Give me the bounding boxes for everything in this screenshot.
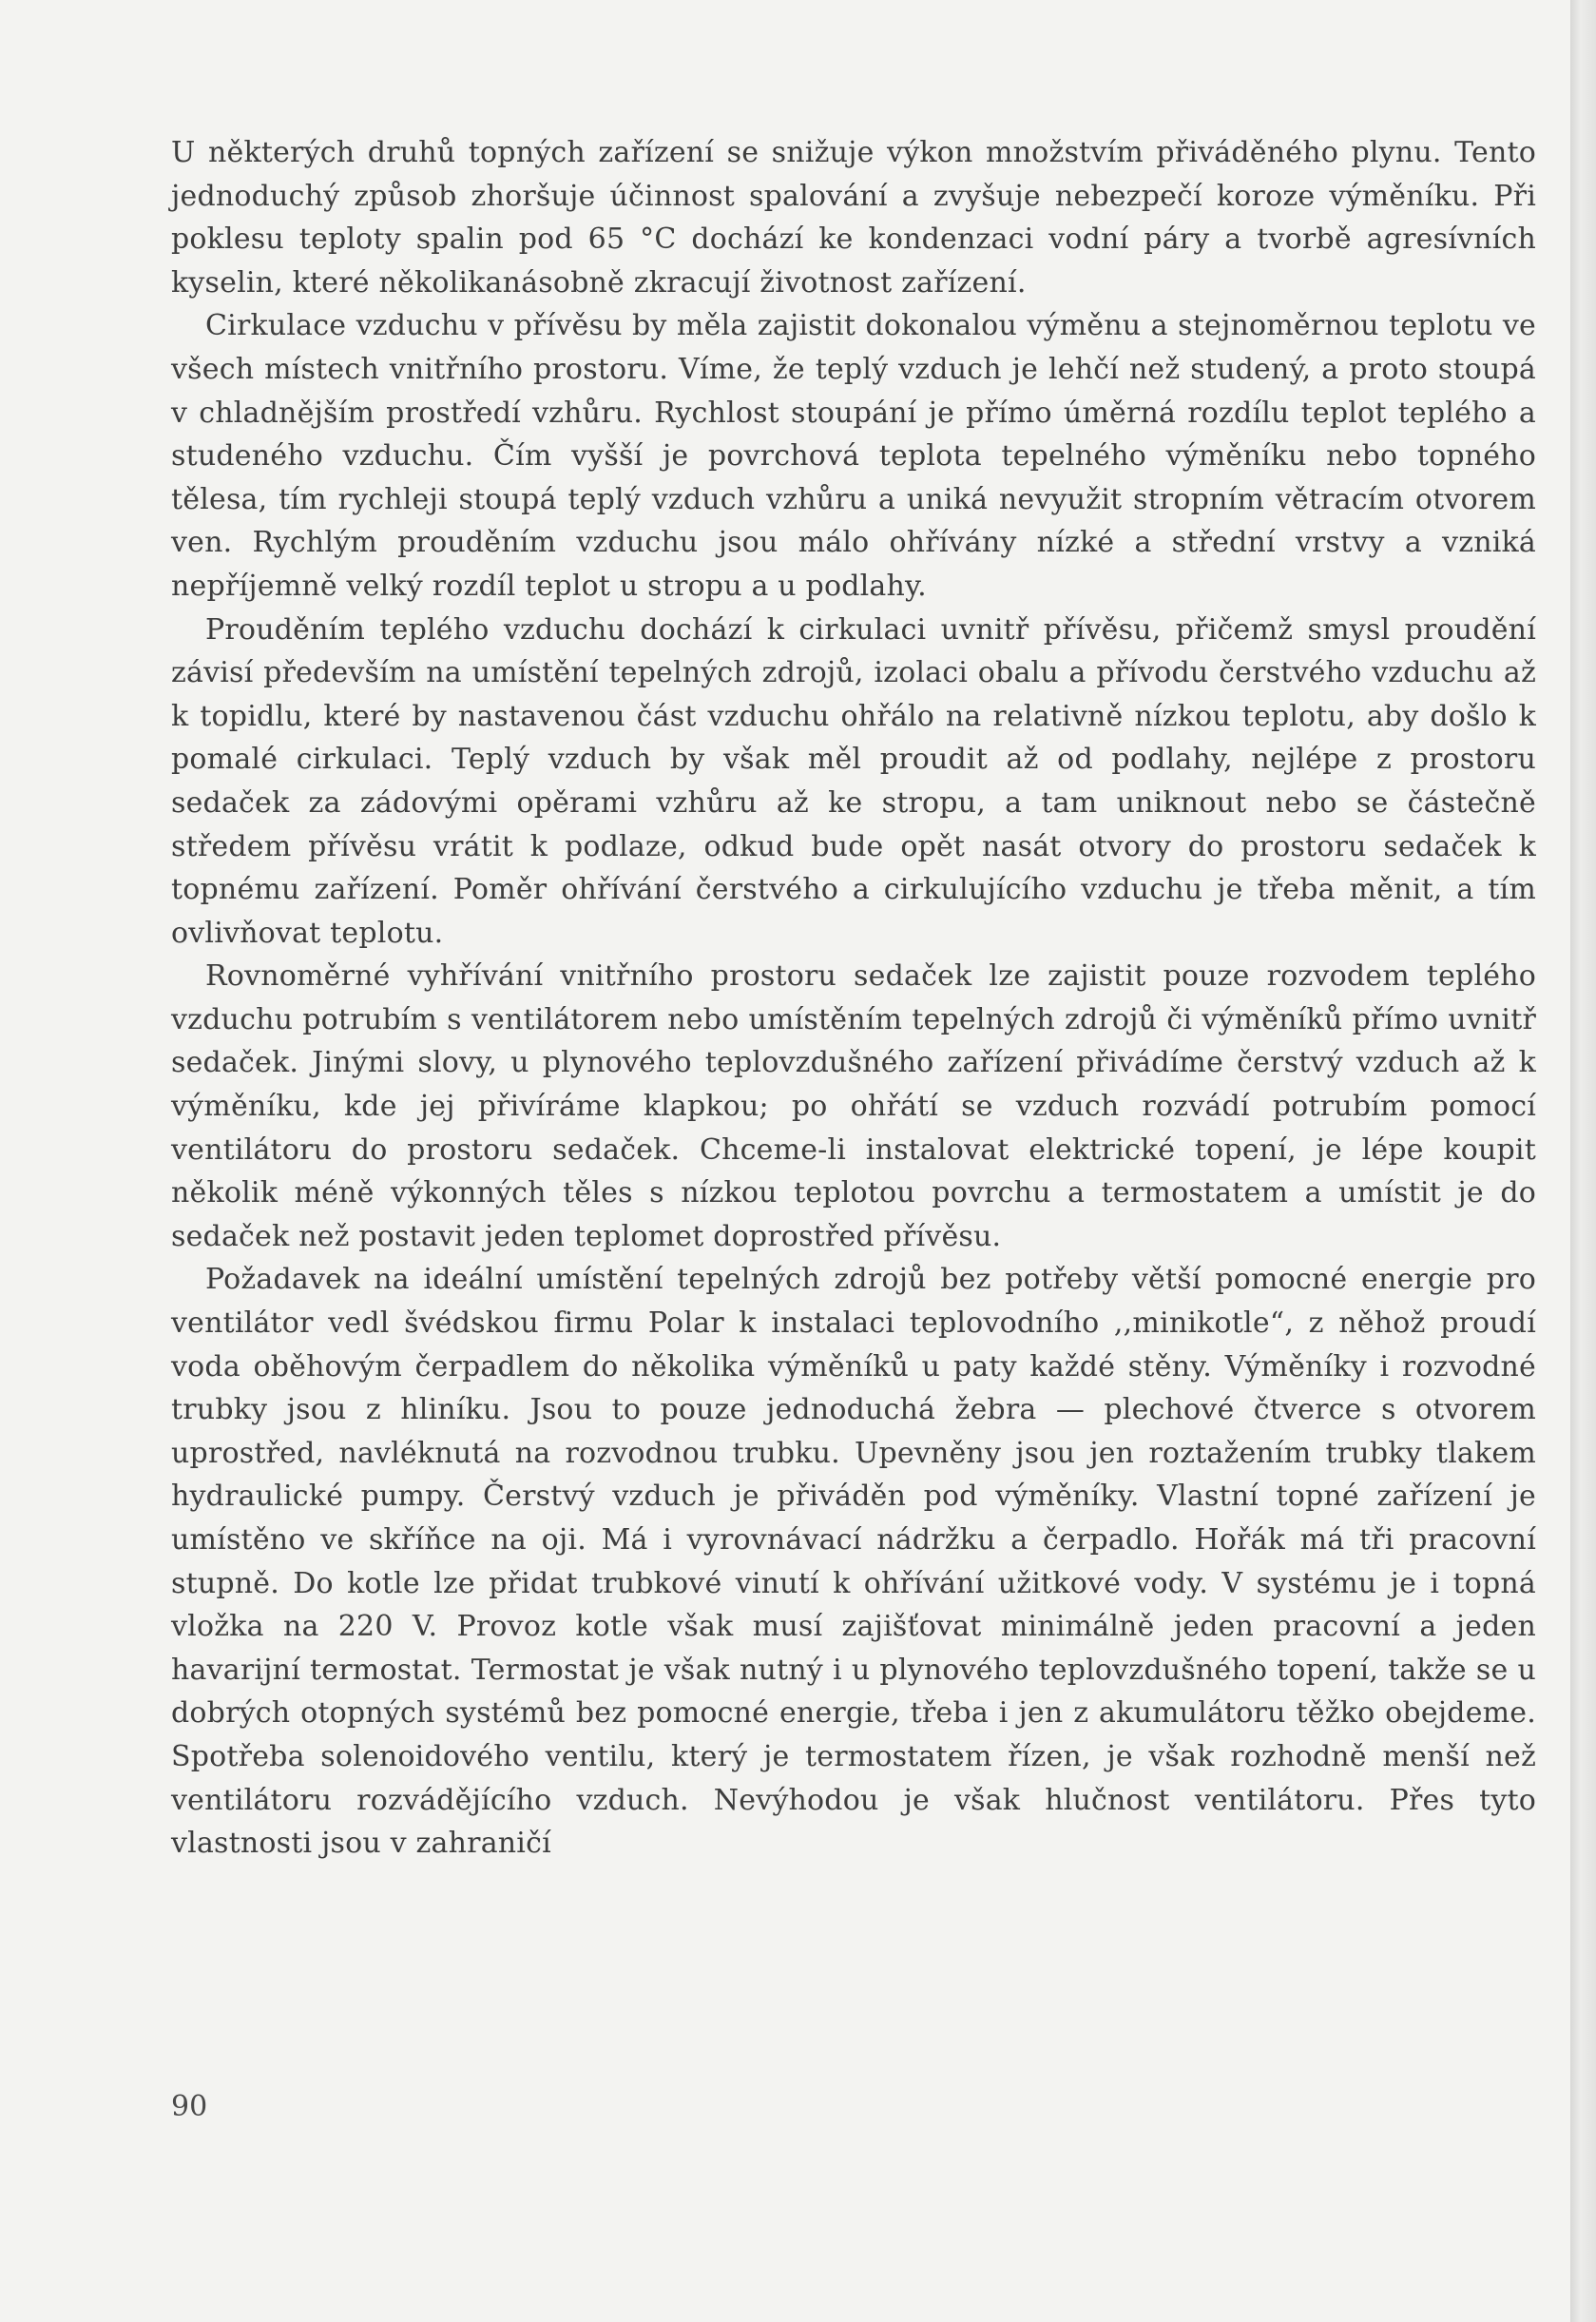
page-edge-shadow	[1570, 0, 1596, 2322]
paragraph-2: Cirkulace vzduchu v přívěsu by měla zajistit dokonalou výměnu a stejnoměrnou teplotu ve všech místech vnitřního prostoru. Víme, že teplý vzduch je lehčí než studený, a proto stoupá v chladnějším prostředí vzhůru. Rychlost stoupání je přímo úměrná rozdílu teplot teplého a studeného vzduchu. Čím vyšší je povrchová teplota tepelného výměníku nebo topného tělesa, tím rychleji stoupá teplý vzduch vzhůru a uniká nevyužit stropním větracím otvorem ven. Rychlým prouděním vzduchu jsou málo ohřívány nízké a střední vrstvy a vzniká nepříjemně velký rozdíl teplot u stropu a u podlahy.	[171, 309, 1536, 603]
paragraph-5: Požadavek na ideální umístění tepelných zdrojů bez potřeby větší pomocné energie pro ventilátor vedl švédskou firmu Polar k instalaci teplovodního ,,minikotle“, z něhož proudí voda oběhovým čerpadlem do několika výměníků u paty každé stěny. Výměníky i rozvodné trubky jsou z hliníku. Jsou to pouze jednoduchá žebra — plechové čtverce s otvorem uprostřed, navléknutá na rozvodnou trubku. Upevněny jsou jen roztažením trubky tlakem hydraulické pumpy. Čerstvý vzduch je přiváděn pod výměníky. Vlastní topné zařízení je umístěno ve skříňce na oji. Má i vyrovnávací nádržku a čerpadlo. Hořák má tři pracovní stupně. Do kotle lze přidat trubkové vinutí k ohřívání užitkové vody. V systému je i topná vložka na 220 V. Provoz kotle však musí zajišťovat minimálně jeden pracovní a jeden havarijní termostat. Termostat je však nutný i u plynového teplovzdušného topení, takže se u dobrých otopných systémů bez pomocné energie, třeba i jen z akumulátoru těžko obejdeme. Spotřeba solenoidového ventilu, který je termostatem řízen, je však rozhodně menší než ventilátoru rozvádějícího vzduch. Nevýhodou je však hlučnost ventilátoru. Přes tyto vlastnosti jsou v zahraničí	[171, 1263, 1536, 1861]
paragraph-3: Prouděním teplého vzduchu dochází k cirkulaci uvnitř přívěsu, přičemž smysl proudění závisí především na umístění tepelných zdrojů, izolaci obalu a přívodu čerstvého vzduchu až k topidlu, které by nastavenou část vzduchu ohřálo na relativně nízkou teplotu, aby došlo k pomalé cirkulaci. Teplý vzduch by však měl proudit až od podlahy, nejlépe z prostoru sedaček za zádovými opěrami vzhůru až ke stropu, a tam uniknout nebo se částečně středem přívěsu vrátit k podlaze, odkud bude opět nasát otvory do prostoru sedaček k topnému zařízení. Poměr ohřívání čerstvého a cirkulujícího vzduchu je třeba měnit, a tím ovlivňovat teplotu.	[171, 612, 1536, 950]
paragraph-1: U některých druhů topných zařízení se snižuje výkon množstvím přiváděného plynu. Tento jednoduchý způsob zhoršuje účinnost spalování a zvyšuje nebezpečí koroze výměníku. Při poklesu teploty spalin pod 65 °C dochází ke kondenzaci vodní páry a tvorbě agresívních kyselin, které několikanásobně zkracují životnost zařízení.	[171, 136, 1536, 300]
body-text	[171, 131, 1536, 1866]
page-number: 90	[171, 2090, 208, 2123]
paragraph-4: Rovnoměrné vyhřívání vnitřního prostoru sedaček lze zajistit pouze rozvodem teplého vzduchu potrubím s ventilátorem nebo umístěním tepelných zdrojů či výměníků přímo uvnitř sedaček. Jinými slovy, u plynového teplovzdušného zařízení přivádíme čerstvý vzduch až k výměníku, kde jej přivíráme klapkou; po ohřátí se vzduch rozvádí potrubím pomocí ventilátoru do prostoru sedaček. Chceme-li instalovat elektrické topení, je lépe koupit několik méně výkonných těles s nízkou teplotou povrchu a termostatem a umístit je do sedaček než postavit jeden teplomet doprostřed přívěsu.	[171, 959, 1536, 1253]
